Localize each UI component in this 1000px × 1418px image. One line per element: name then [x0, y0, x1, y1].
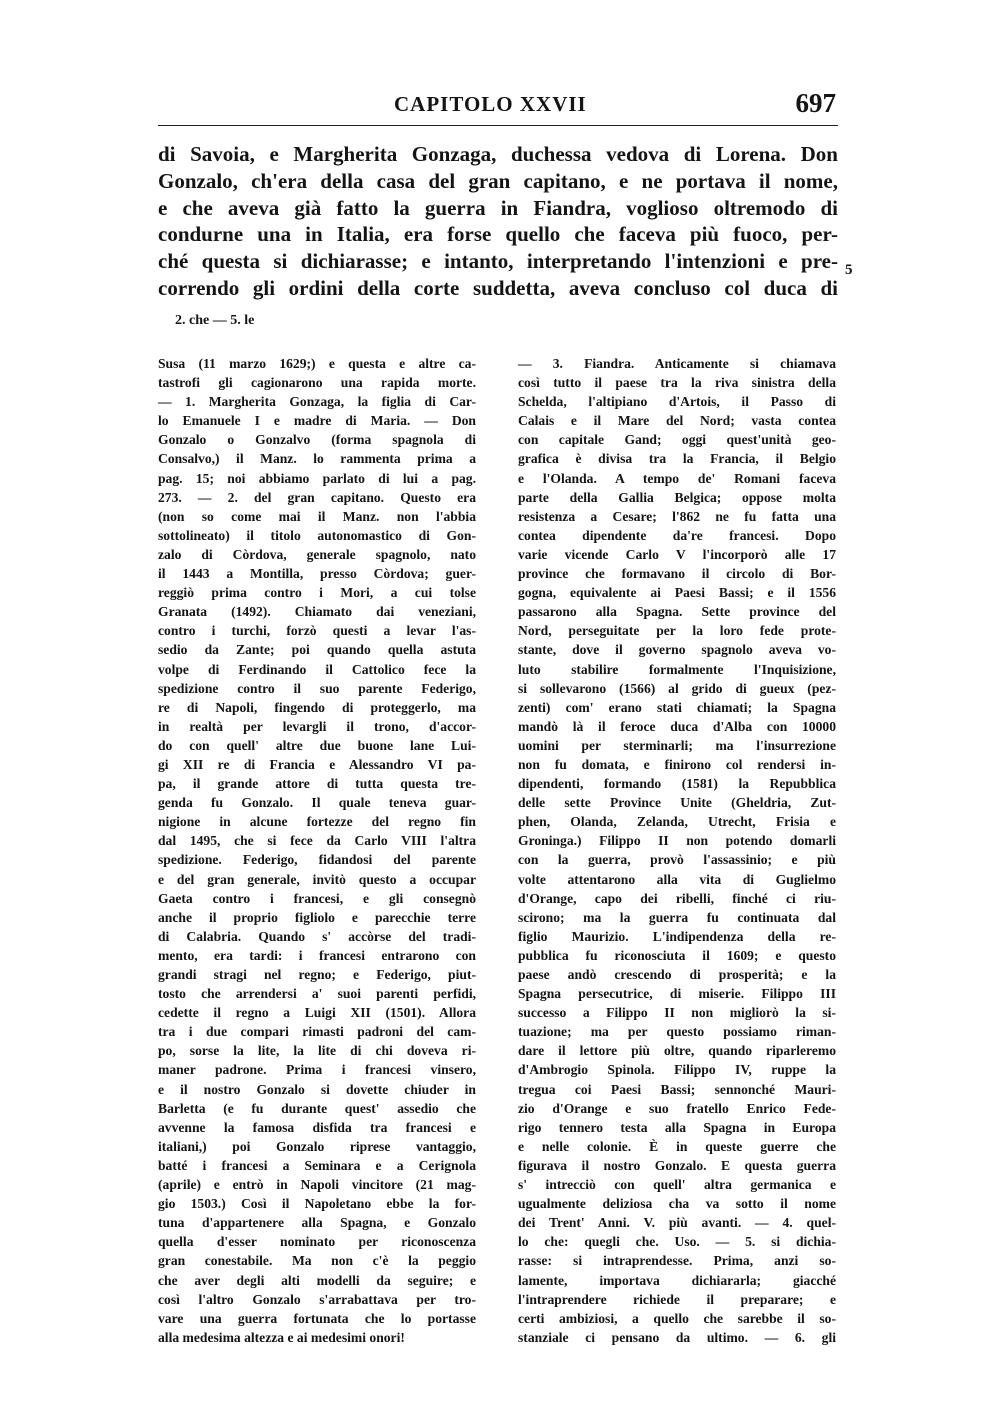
footnote-line: pubblica fu riconosciuta il 1609; e questo [518, 947, 836, 963]
footnote-line: con la guerra, provò l'assassinio; e più [518, 852, 836, 868]
footnote-line: tosto che arrendersi a' suoi parenti perfidi, [158, 986, 476, 1002]
footnote-line: spedizione. Federigo, fidandosi del parente [158, 852, 476, 868]
footnote-line: Consalvo,) il Manz. lo rammenta prima a [158, 451, 476, 467]
page-header [158, 88, 838, 122]
footnote-line: italiani,) poi Gonzalo riprese vantaggio, [158, 1138, 476, 1154]
footnote-line: non fu domata, e finirono col rendersi in- [518, 756, 836, 772]
footnote-line: grafica è divisa tra la Francia, il Belgio [518, 451, 836, 467]
footnote-line: scirono; ma la guerra fu continuata dal [518, 909, 836, 925]
footnote-line: gio 1503.) Così il Napoletano ebbe la for- [158, 1196, 476, 1212]
footnote-line: d'Orange, capo dei ribelli, finché ci riu- [518, 890, 836, 906]
footnote-line: vare una guerra fortunata che lo portasse [158, 1310, 476, 1326]
footnote-line: stante, dove il governo spagnolo aveva vo- [518, 642, 836, 658]
main-text-line: di Savoia, e Margherita Gonzaga, duchessa vedova di Lorena. Don [158, 142, 838, 166]
main-text-line: Gonzalo, ch'era della casa del gran capitano, e ne portava il nome, [158, 168, 838, 193]
footnote-line: spedizione contro il suo parente Federigo, [158, 680, 476, 696]
footnote-line: quella d'esser nominato per riconoscenza [158, 1234, 476, 1250]
main-text-line: ché questa si dichiarasse; e intanto, interpretando l'intenzioni e pre- [158, 249, 838, 274]
main-text-line: e che aveva già fatto la guerra in Fiandra, voglioso oltremodo di [158, 195, 838, 220]
footnote-line: lamente, importava dichiararla; giacché [518, 1272, 836, 1288]
page-number: 697 [795, 88, 836, 118]
footnote-line: varie vicende Carlo V l'incorporò alle 17 [518, 546, 836, 562]
footnote-line: tastrofi gli cagionarono una rapida morte. [158, 375, 476, 391]
footnote-line: — 1. Margherita Gonzaga, la figlia di Car- [158, 394, 476, 410]
footnote-line: così tutto il paese tra la riva sinistra della [518, 375, 836, 391]
footnote-line: grandi stragi nel regno; e Federigo, piut- [158, 967, 476, 982]
footnote-line: rigo tennero testa alla Spagna in Europa [518, 1119, 836, 1135]
footnote-line: dei Trent' Anni. V. più avanti. — 4. quel- [518, 1215, 836, 1231]
footnote-line: zio d'Orange e suo fratello Enrico Fede- [518, 1100, 836, 1116]
footnote-line: uomini per sterminarli; ma l'insurrezione [518, 737, 836, 753]
footnote-line: (non so come mai il Manz. non l'abbia [158, 508, 476, 524]
footnote-line: e del gran generale, invitò questo a occupar [158, 871, 476, 887]
footnote-line: tuazione; ma per questo possiamo riman- [518, 1024, 836, 1040]
footnote-line: re di Napoli, fingendo di proteggerlo, ma [158, 699, 476, 715]
footnote-line: lo Emanuele I e madre di Maria. — Don [158, 413, 476, 429]
footnote-line: alla medesima altezza e ai medesimi onori! [158, 1329, 405, 1345]
footnote-line: contea dipendente da're francesi. Dopo [518, 527, 836, 543]
footnote-line: genda fu Gonzalo. Il quale teneva guar- [158, 795, 476, 811]
footnote-line: maner padrone. Prima i francesi vinsero, [158, 1062, 476, 1078]
footnote-line: d'Ambrogio Spinola. Filippo IV, ruppe la [518, 1062, 836, 1078]
footnote-line: Susa (11 marzo 1629;) e questa e altre ca- [158, 356, 476, 371]
footnote-line: ugualmente deliziosa cha va sotto il nome [518, 1196, 836, 1212]
line-number-marker: 5 [845, 262, 853, 278]
footnote-line: do con quell' altre due buone lane Lui- [158, 737, 476, 753]
footnote-line: batté i francesi a Seminara e a Cerignola [158, 1157, 476, 1173]
footnote-line: mandò là il feroce duca d'Alba con 10000 [518, 718, 836, 734]
footnote-line: zalo di Còrdova, generale spagnolo, nato [158, 546, 476, 562]
footnote-line: s' intrecciò con quell' altra germanica e [518, 1177, 836, 1193]
footnote-line: delle sette Province Unite (Gheldria, Zut- [518, 795, 836, 811]
footnote-line: — 3. Fiandra. Anticamente si chiamava [518, 356, 836, 371]
variant-note: 2. che — 5. le [175, 313, 255, 328]
footnote-line: dal 1495, che si fece da Carlo VIII l'altra [158, 833, 476, 849]
footnote-line: rasse: si intraprendesse. Prima, anzi so- [518, 1253, 836, 1269]
footnote-line: mento, era tardi: i francesi entrarono con [158, 947, 476, 963]
footnote-line: il 1443 a Montilla, presso Còrdova; guer- [158, 566, 476, 582]
footnote-line: l'intraprendere richiede il preparare; e [518, 1291, 836, 1307]
footnote-line: certi ambiziosi, a quello che sarebbe il so- [518, 1310, 836, 1326]
footnote-line: dipendenti, formando (1581) la Repubblica [518, 776, 836, 792]
running-head: CAPITOLO XXVII [394, 92, 587, 116]
footnote-line: dare il lettore più oltre, quando riparleremo [518, 1043, 836, 1059]
footnote-line: figlio Maurizio. L'indipendenza della re- [518, 928, 836, 944]
footnote-line: sedio da Zante; poi quando quella astuta [158, 642, 476, 658]
footnote-line: stanziale ci pensano da ultimo. — 6. gli [518, 1329, 836, 1345]
footnote-line: di Calabria. Quando s' accòrse del tradi- [158, 928, 476, 944]
footnote-line: Gonzalo o Gonzalvo (forma spagnola di [158, 432, 476, 448]
footnote-line: tuna d'appartenere alla Spagna, e Gonzalo [158, 1215, 476, 1231]
footnote-line: gogna, equivalente ai Paesi Bassi; e il 1556 [518, 585, 836, 601]
footnote-line: (aprile) e entrò in Napoli vincitore (21 mag- [158, 1177, 476, 1193]
footnote-line: contro i turchi, forzò questi a levar l'as- [158, 623, 476, 639]
footnote-line: Gaeta contro i francesi, e gli consegnò [158, 890, 476, 906]
footnotes-left-column [158, 354, 476, 1347]
footnote-line: che aver degli alti modelli da seguire; e [158, 1272, 476, 1288]
main-text-line: correndo gli ordini della corte suddetta, aveva concluso col duca di [158, 275, 838, 300]
footnote-line: sottolineato) il titolo autonomastico di Gon- [158, 527, 476, 543]
footnote-line: volpe di Ferdinando il Cattolico fece la [158, 661, 476, 677]
footnote-line: Granata (1492). Chiamato dai veneziani, [158, 604, 476, 620]
footnote-line: province che formavano il circolo di Bor- [518, 566, 836, 582]
footnote-line: gran conestabile. Ma non c'è la peggio [158, 1253, 476, 1269]
footnote-line: e nelle colonie. È in queste guerre che [518, 1138, 836, 1154]
footnote-line: gi XII re di Francia e Alessandro VI pa- [158, 756, 476, 772]
footnote-line: parte della Gallia Belgica; oppose molta [518, 489, 836, 505]
footnote-line: paese andò crescendo di prosperità; e la [518, 967, 836, 982]
footnote-line: Spagna persecutrice, di miserie. Filippo III [518, 986, 836, 1002]
header-rule [158, 125, 838, 126]
footnote-line: resistenza a Cesare; l'862 ne fu fatta una [518, 508, 836, 524]
footnote-line: pa, il grande attore di tutta questa tre- [158, 776, 476, 792]
footnote-line: con capitale Gand; oggi quest'unità geo- [518, 432, 836, 448]
footnote-line: così l'altro Gonzalo s'arrabattava per tro- [158, 1291, 476, 1307]
footnote-line: Calais e il Mare del Nord; vasta contea [518, 413, 836, 429]
footnote-line: e l'Olanda. A tempo de' Romani faceva [518, 470, 836, 486]
footnote-line: anche il proprio figliolo e parecchie terre [158, 909, 476, 925]
footnote-line: successo a Filippo II non migliorò la si- [518, 1005, 836, 1021]
footnote-line: phen, Olanda, Zelanda, Utrecht, Frisia e [518, 814, 836, 830]
footnote-line: avvenne la famosa disfida tra francesi e [158, 1119, 476, 1135]
footnote-line: pag. 15; noi abbiamo parlato di lui a pag. [158, 470, 476, 486]
footnote-line: tra i due compari rimasti padroni del cam- [158, 1024, 476, 1040]
footnote-line: in realtà per levargli il trono, d'accor- [158, 718, 476, 734]
footnote-line: Groninga.) Filippo II non potendo domarli [518, 833, 836, 849]
footnote-line: passarono alla Spagna. Sette province del [518, 604, 836, 620]
footnote-line: nigione in alcune fortezze del regno fin [158, 814, 476, 830]
footnote-line: volte attentarono alla vita di Guglielmo [518, 871, 836, 887]
footnotes-right-column [518, 354, 836, 1347]
footnote-line: tregua coi Paesi Bassi; sennonché Mauri- [518, 1081, 836, 1097]
footnote-line: si sollevarono (1566) al grido di gueux (pez- [518, 680, 836, 696]
footnote-line: e il nostro Gonzalo si dovette chiuder in [158, 1081, 476, 1097]
footnote-line: reggiò prima contro i Mori, a cui tolse [158, 585, 476, 601]
main-text [158, 141, 838, 302]
footnote-line: Barletta (e fu durante quest' assedio che [158, 1100, 476, 1116]
footnote-line: lo che: quegli che. Uso. — 5. si dichia- [518, 1234, 836, 1250]
footnote-line: luto stabilire formalmente l'Inquisizione, [518, 661, 836, 677]
footnote-line: figurava il nostro Gonzalo. E questa guerra [518, 1157, 836, 1173]
footnote-line: po, sorse la lite, la lite di chi doveva ri- [158, 1043, 476, 1059]
main-text-line: condurne una in Italia, era forse quello che faceva più fuoco, per- [158, 222, 838, 247]
footnote-line: cedette il regno a Luigi XII (1501). Allora [158, 1005, 476, 1021]
footnote-line: 273. — 2. del gran capitano. Questo era [158, 489, 476, 505]
footnote-line: Schelda, l'altipiano d'Artois, il Passo di [518, 394, 836, 410]
footnote-line: Nord, perseguitate per la loro fede prote- [518, 623, 836, 639]
footnote-line: zenti) com' erano stati chiamati; la Spagna [518, 699, 836, 715]
